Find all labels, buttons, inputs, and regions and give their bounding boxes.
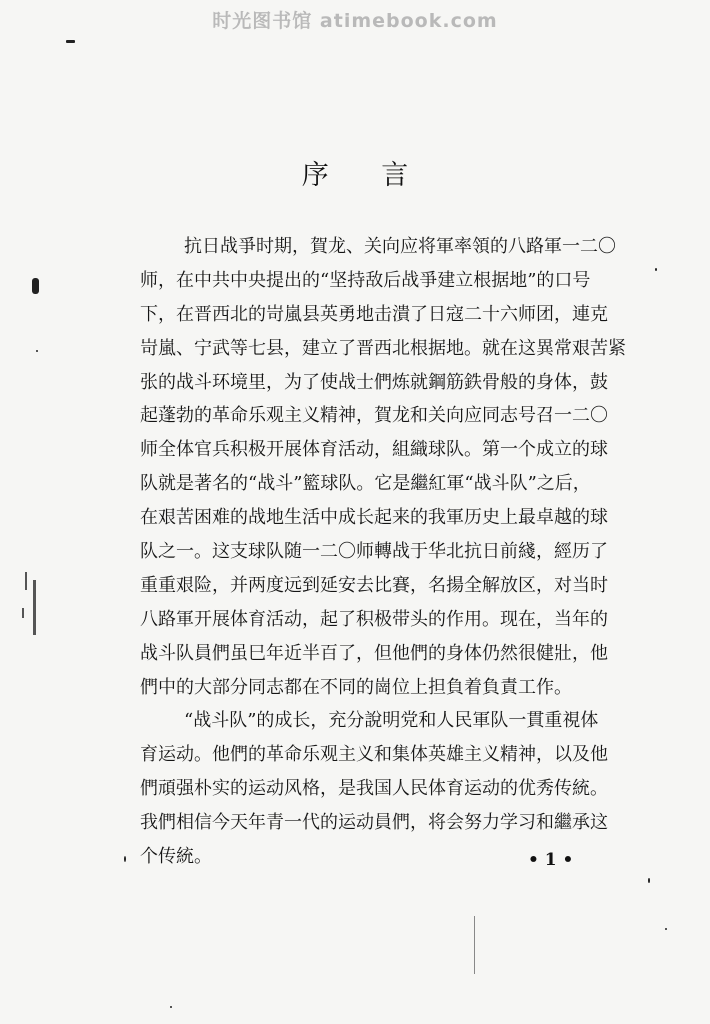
scan-mark	[170, 1006, 172, 1008]
text-line: 們頑强朴实的运动风格，是我国人民体育运动的优秀传統。	[140, 778, 608, 800]
scan-mark	[665, 928, 667, 930]
text-line: 战斗队員們虽巳年近半百了，但他們的身体仍然很健壯，他	[140, 642, 608, 664]
text-line: 师全体官兵积极开展体育活动，組織球队。第一个成立的球	[140, 439, 608, 461]
body-text	[140, 230, 626, 874]
text-line: 我們相信今天年青一代的运动員們，将会努力学习和繼承这	[140, 812, 608, 834]
text-line: 张的战斗环境里，为了使战士們炼就鋼筋鉄骨般的身体，鼓	[140, 371, 608, 393]
scan-mark	[36, 350, 38, 352]
text-line: 个传統。	[140, 846, 212, 868]
title-char-2: 言	[381, 160, 409, 191]
scan-mark	[474, 916, 475, 974]
text-line: 們中的大部分同志都在不同的崗位上担負着負責工作。	[140, 676, 572, 698]
text-line: “战斗队”的成长，充分說明党和人民軍队一貫重視体	[184, 710, 599, 732]
title-char-1: 序	[301, 160, 329, 191]
scan-mark	[124, 856, 126, 862]
text-line: 起蓬勃的革命乐观主义精神，賀龙和关向应同志号召一二〇	[140, 405, 608, 427]
text-line: 师，在中共中央提出的“坚持敌后战爭建立根据地”的口号	[140, 269, 591, 291]
text-line: 在艰苦困难的战地生活中成长起来的我軍历史上最卓越的球	[140, 507, 608, 529]
scan-mark	[655, 268, 657, 271]
text-line: 抗日战爭时期，賀龙、关向应将軍率領的八路軍一二〇	[184, 236, 616, 257]
paragraph	[140, 230, 626, 704]
text-line: 队就是著名的“战斗”籃球队。它是繼紅軍“战斗队”之后，	[140, 473, 591, 495]
scan-mark	[25, 572, 27, 590]
text-line: 重重艰险，并两度远到延安去比賽，名揚全解放区，对当时	[140, 574, 608, 596]
scan-mark	[32, 278, 39, 294]
paragraph	[140, 704, 610, 873]
text-line: 八路軍开展体育活动，起了积极带头的作用。现在，当年的	[140, 608, 608, 630]
scan-mark	[648, 878, 650, 883]
watermark: 时光图书馆 atimebook.com	[212, 10, 498, 32]
scan-mark	[33, 580, 36, 635]
scan-mark	[22, 608, 24, 618]
scan-mark	[66, 40, 75, 43]
text-line: 队之一。这支球队随一二〇师轉战于华北抗日前綫，經历了	[140, 541, 608, 563]
text-line: 下，在晋西北的岢嵐县英勇地击潰了日寇二十六师团，連克	[140, 303, 608, 325]
text-line: 育运动。他們的革命乐观主义和集体英雄主义精神，以及他	[140, 744, 608, 766]
page-number: • 1 •	[528, 850, 574, 870]
text-line: 岢嵐、宁武等七县，建立了晋西北根据地。就在这異常艰苦紧	[140, 337, 626, 359]
page-title	[0, 153, 710, 192]
